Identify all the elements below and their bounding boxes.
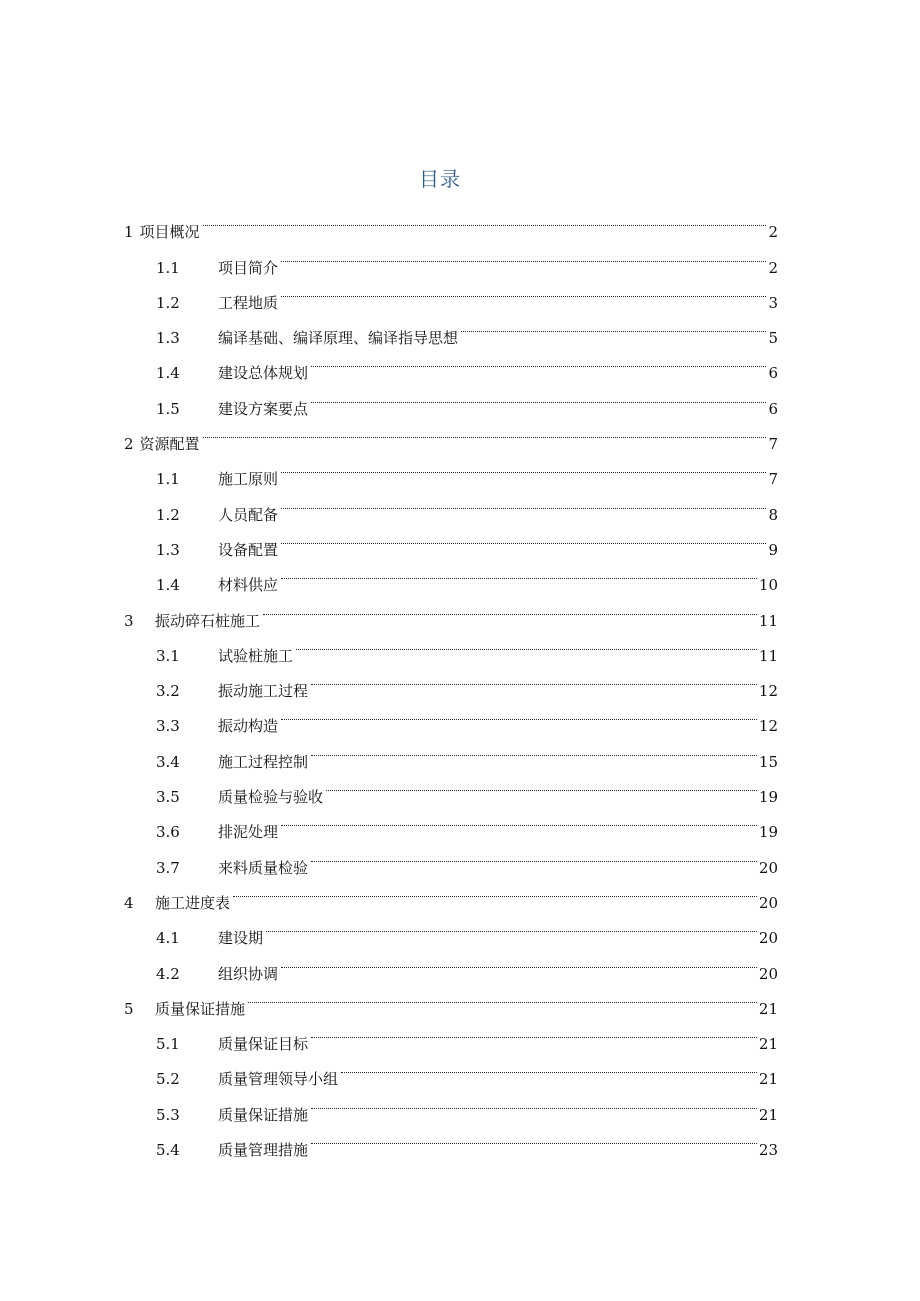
toc-entry-number: 5.3 — [156, 1105, 180, 1124]
toc-entry-number: 1.5 — [156, 399, 180, 418]
toc-entry-page-number: 12 — [758, 682, 778, 701]
dot-leader — [281, 237, 766, 272]
toc-entry-number: 5.4 — [156, 1141, 180, 1160]
toc-title: 目录 — [419, 167, 461, 191]
toc-entry-label: 施工过程控制 — [218, 752, 309, 771]
toc-entry-page-number: 12 — [758, 717, 778, 736]
toc-entry-number: 4.1 — [156, 929, 180, 948]
dot-leader — [281, 520, 766, 555]
dot-leader — [281, 484, 766, 519]
toc-entry-label: 振动构造 — [218, 717, 279, 736]
toc-entry-number: 3 — [124, 611, 134, 630]
toc-entry-label: 项目简介 — [218, 258, 279, 277]
toc-entry-page-number: 5 — [768, 329, 778, 348]
toc-entry-page-number: 11 — [758, 611, 778, 630]
toc-entry-page-number: 11 — [758, 646, 778, 665]
dot-leader — [281, 449, 766, 484]
toc-entry-page-number: 8 — [768, 505, 778, 524]
toc-entry-page-number: 21 — [758, 999, 778, 1018]
toc-entry-label: 试验桩施工 — [218, 646, 294, 665]
toc-entry-number: 3.7 — [156, 858, 180, 877]
table-of-contents — [124, 202, 778, 1160]
toc-entry-label: 人员配备 — [218, 505, 279, 524]
toc-entry-number: 5.2 — [156, 1070, 180, 1089]
dot-leader — [263, 590, 757, 625]
toc-entry-label: 来料质量检验 — [218, 858, 309, 877]
toc-entry-label: 工程地质 — [218, 293, 279, 312]
dot-leader — [311, 661, 757, 696]
dot-leader — [461, 308, 766, 343]
dot-leader — [203, 414, 767, 449]
toc-entry-page-number: 19 — [758, 823, 778, 842]
toc-entry-page-number: 20 — [758, 893, 778, 912]
dot-leader — [248, 979, 757, 1014]
dot-leader — [341, 1049, 757, 1084]
toc-chapter-entry[interactable] — [124, 414, 778, 454]
dot-leader — [311, 731, 757, 766]
toc-entry-number: 3.1 — [156, 646, 180, 665]
toc-entry-number: 1.2 — [156, 505, 180, 524]
toc-entry-number: 1.1 — [156, 470, 180, 489]
toc-entry-number: 1.2 — [156, 293, 180, 312]
toc-chapter-entry[interactable] — [124, 202, 778, 242]
toc-entry-number: 1.4 — [156, 364, 180, 383]
toc-entry-label: 质量管理领导小组 — [218, 1070, 339, 1089]
toc-entry-number: 3.6 — [156, 823, 180, 842]
toc-entry-label: 质量检验与验收 — [218, 788, 324, 807]
toc-entry-number: 1.1 — [156, 258, 180, 277]
toc-section-entry[interactable] — [124, 237, 778, 277]
dot-leader — [281, 555, 757, 590]
toc-entry-page-number: 20 — [758, 858, 778, 877]
toc-entry-page-number: 15 — [758, 752, 778, 771]
toc-entry-page-number: 7 — [768, 470, 778, 489]
dot-leader — [281, 802, 757, 837]
dot-leader — [311, 1014, 757, 1049]
toc-entry-page-number: 2 — [768, 223, 778, 242]
toc-entry-label: 项目概况 — [139, 223, 200, 242]
toc-entry-number: 1.3 — [156, 329, 180, 348]
toc-entry-number: 3.4 — [156, 752, 180, 771]
toc-entry-label: 振动碎石桩施工 — [155, 611, 261, 630]
dot-leader — [281, 696, 757, 731]
toc-entry-page-number: 9 — [768, 540, 778, 559]
toc-section-entry[interactable] — [124, 449, 778, 489]
toc-entry-page-number: 20 — [758, 929, 778, 948]
toc-entry-label: 排泥处理 — [218, 823, 279, 842]
toc-entry-number: 1.4 — [156, 576, 180, 595]
dot-leader — [203, 202, 767, 237]
toc-entry-page-number: 6 — [768, 399, 778, 418]
toc-entry-page-number: 21 — [758, 1070, 778, 1089]
toc-entry-label: 质量管理措施 — [218, 1141, 309, 1160]
toc-entry-page-number: 20 — [758, 964, 778, 983]
toc-entry-label: 施工原则 — [218, 470, 279, 489]
dot-leader — [296, 626, 757, 661]
dot-leader — [233, 873, 757, 908]
dot-leader — [281, 943, 757, 978]
toc-entry-number: 3.2 — [156, 682, 180, 701]
toc-entry-label: 质量保证目标 — [218, 1035, 309, 1054]
toc-entry-number: 2 — [124, 435, 134, 454]
toc-entry-page-number: 6 — [768, 364, 778, 383]
toc-entry-label: 编译基础、编译原理、编译指导思想 — [218, 329, 459, 348]
dot-leader — [326, 767, 757, 802]
toc-entry-label: 振动施工过程 — [218, 682, 309, 701]
toc-entry-number: 5 — [124, 999, 134, 1018]
dot-leader — [311, 837, 757, 872]
toc-entry-label: 材料供应 — [218, 576, 279, 595]
toc-entry-label: 组织协调 — [218, 964, 279, 983]
toc-entry-number: 5.1 — [156, 1035, 180, 1054]
toc-entry-page-number: 3 — [768, 293, 778, 312]
dot-leader — [311, 343, 766, 378]
dot-leader — [311, 378, 766, 413]
toc-entry-page-number: 2 — [768, 258, 778, 277]
dot-leader — [281, 273, 766, 308]
toc-entry-number: 1 — [124, 223, 134, 242]
toc-entry-label: 资源配置 — [139, 435, 200, 454]
toc-entry-number: 1.3 — [156, 540, 180, 559]
toc-entry-number: 3.3 — [156, 717, 180, 736]
toc-entry-number: 4.2 — [156, 964, 180, 983]
toc-entry-label: 质量保证措施 — [218, 1105, 309, 1124]
toc-entry-label: 建设总体规划 — [218, 364, 309, 383]
toc-entry-number: 3.5 — [156, 788, 180, 807]
toc-entry-number: 4 — [124, 893, 134, 912]
toc-entry-label: 施工进度表 — [155, 893, 231, 912]
toc-entry-page-number: 23 — [758, 1141, 778, 1160]
toc-entry-label: 建设期 — [218, 929, 264, 948]
dot-leader — [266, 908, 757, 943]
dot-leader — [311, 1084, 757, 1119]
dot-leader — [311, 1120, 757, 1155]
toc-entry-page-number: 7 — [768, 435, 778, 454]
toc-entry-page-number: 10 — [758, 576, 778, 595]
toc-entry-label: 设备配置 — [218, 540, 279, 559]
toc-entry-label: 建设方案要点 — [218, 399, 309, 418]
toc-entry-page-number: 19 — [758, 788, 778, 807]
toc-entry-page-number: 21 — [758, 1105, 778, 1124]
toc-entry-page-number: 21 — [758, 1035, 778, 1054]
toc-entry-label: 质量保证措施 — [155, 999, 246, 1018]
